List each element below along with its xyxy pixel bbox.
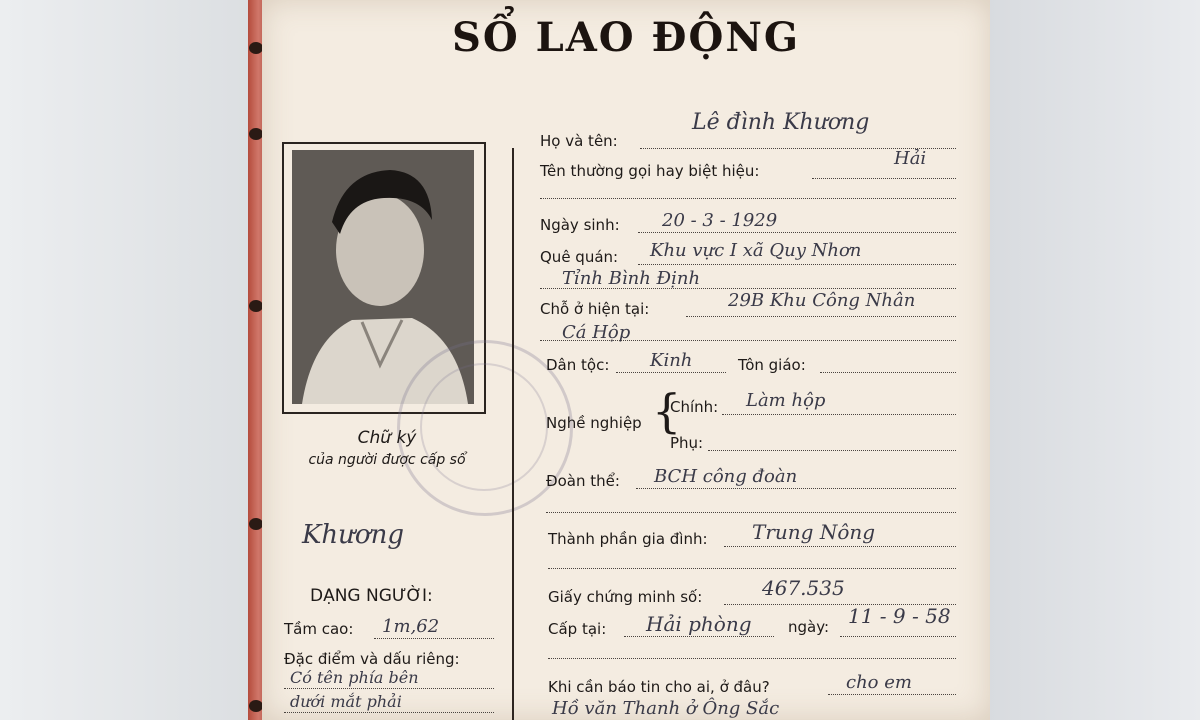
column-divider: [512, 148, 514, 720]
height-value: 1m,62: [382, 616, 440, 637]
occupation-main-label: Chính:: [670, 398, 719, 416]
id-number-value: 467.535: [762, 576, 845, 600]
binding-stitch: [249, 128, 263, 140]
page-title: SỔ LAO ĐỘNG: [451, 14, 801, 61]
signature: Khương: [302, 520, 404, 550]
occupation-main-value: Làm hộp: [746, 390, 826, 411]
id-number-label: Giấy chứng minh số:: [548, 588, 703, 606]
issued-at-label: Cấp tại:: [548, 620, 607, 638]
full-name-label: Họ và tên:: [540, 132, 618, 150]
marks-value: Có tên phía bên: [290, 668, 419, 687]
occupation-label: Nghề nghiệp: [546, 414, 642, 432]
background-right: [988, 0, 1200, 720]
union-label: Đoàn thể:: [546, 472, 620, 490]
binding-stitch: [249, 700, 263, 712]
family-label: Thành phần gia đình:: [548, 530, 708, 548]
marks-label: Đặc điểm và dấu riêng:: [284, 650, 460, 668]
ethnicity-value: Kinh: [650, 350, 693, 371]
contact-label: Khi cần báo tin cho ai, ở đâu?: [548, 678, 770, 696]
binding-stitch: [249, 42, 263, 54]
issued-date-value: 11 - 9 - 58: [848, 604, 951, 628]
occupation-sub-label: Phụ:: [670, 434, 704, 452]
hometown-value: Tỉnh Bình Định: [562, 268, 701, 289]
signature-caption: Chữ ký: [357, 428, 417, 448]
nickname-value: Hải: [894, 148, 927, 169]
ethnicity-label: Dân tộc:: [546, 356, 610, 374]
occupation-brace: {: [652, 384, 682, 438]
residence-value: 29B Khu Công Nhân: [728, 290, 916, 311]
full-name-value: Lê đình Khương: [692, 110, 870, 135]
background-left: [0, 0, 250, 720]
nickname-label: Tên thường gọi hay biệt hiệu:: [540, 162, 760, 180]
birth-date-value: 20 - 3 - 1929: [662, 210, 778, 231]
labor-book-page: [262, 0, 990, 720]
hometown-value: Khu vực I xã Quy Nhơn: [650, 240, 862, 261]
hometown-label: Quê quán:: [540, 248, 619, 266]
marks-value: dưới mắt phải: [290, 692, 402, 711]
issued-at-value: Hải phòng: [646, 612, 752, 636]
religion-label: Tôn giáo:: [738, 356, 806, 374]
union-value: BCH công đoàn: [654, 466, 798, 487]
appearance-heading: DẠNG NGƯỜI:: [310, 586, 433, 606]
binding-stitch: [249, 300, 263, 312]
family-value: Trung Nông: [752, 520, 876, 544]
residence-label: Chỗ ở hiện tại:: [540, 300, 650, 318]
residence-value: Cá Hộp: [562, 322, 631, 343]
contact-value: cho em: [846, 672, 912, 693]
birth-date-label: Ngày sinh:: [540, 216, 620, 234]
binding-stitch: [249, 518, 263, 530]
issued-date-label: ngày:: [788, 618, 830, 636]
contact-value: Hồ văn Thanh ở Ông Sắc: [552, 698, 780, 719]
height-label: Tầm cao:: [284, 620, 354, 638]
signature-subcaption: của người được cấp sổ: [308, 452, 466, 468]
